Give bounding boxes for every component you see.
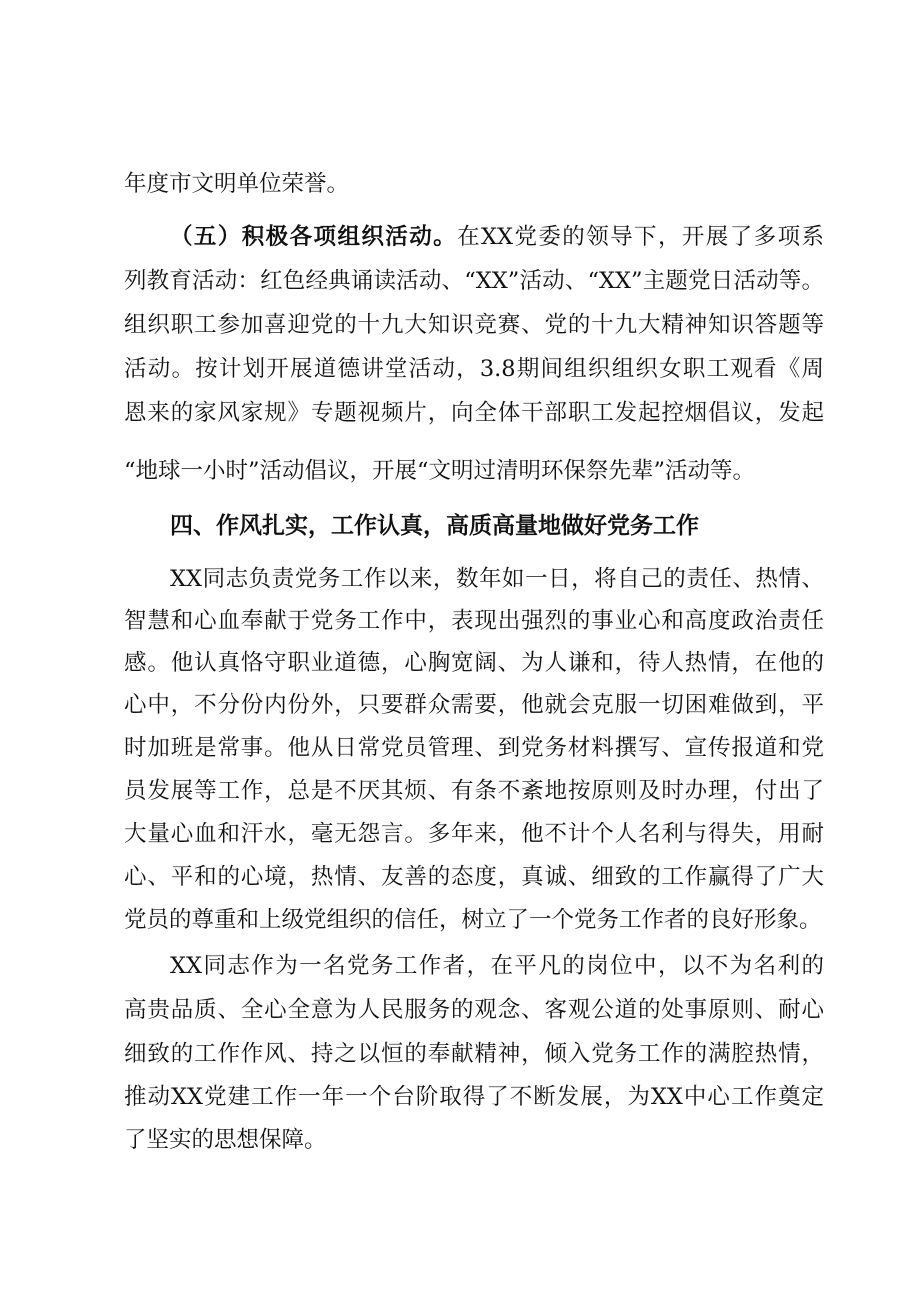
paragraph1-line: 党员的尊重和上级党组织的信任，树立了一个党务工作者的良好形象。 bbox=[124, 907, 822, 933]
paragraph1-line: XX同志负责党务工作以来，数年如一日，将自己的责任、热情、 bbox=[170, 566, 824, 592]
paragraph1-line: 智慧和心血奉献于党务工作中，表现出强烈的事业心和高度政治责任 bbox=[124, 608, 824, 634]
paragraph1-line: 感。他认真恪守职业道德，心胸宽阔、为人谦和，待人热情，在他的 bbox=[124, 650, 824, 676]
paragraph2-line: XX同志作为一名党务工作者，在平凡的岗位中，以不为名利的 bbox=[170, 953, 824, 979]
paragraph1-line: 心、平和的心境，热情、友善的态度，真诚、细致的工作赢得了广大 bbox=[124, 864, 824, 890]
paragraph1-line: 员发展等工作，总是不厌其烦、有条不紊地按原则及时办理，付出了 bbox=[124, 778, 824, 804]
section5-line: 组织职工参加喜迎党的十九大知识竞赛、党的十九大精神知识答题等 bbox=[124, 312, 824, 338]
section5-label: （五）积极各项组织活动。 bbox=[170, 224, 458, 250]
section5-line: “地球一小时”活动倡议，开展“文明过清明环保祭先辈”活动等。 bbox=[124, 458, 756, 484]
section5-line: 列教育活动：红色经典诵读活动、“XX”活动、“XX”主题党日活动等。 bbox=[124, 268, 824, 294]
paragraph1-line: 心中，不分份内份外，只要群众需要，他就会克服一切困难做到，平 bbox=[124, 692, 824, 718]
section5-line1-rest: 在XX党委的领导下，开展了多项系 bbox=[457, 224, 824, 250]
section5-first-line bbox=[170, 222, 824, 252]
section5-line: 活动。按计划开展道德讲堂活动，3.8期间组织组织女职工观看《周 bbox=[124, 356, 824, 382]
paragraph1-line: 大量心血和汗水，毫无怨言。多年来，他不计个人名利与得失，用耐 bbox=[124, 821, 824, 847]
section-heading-4: 四、作风扎实，工作认真，高质高量地做好党务工作 bbox=[170, 513, 699, 539]
paragraph2-line: 高贵品质、全心全意为人民服务的观念、客观公道的处事原则、耐心 bbox=[124, 997, 824, 1023]
paragraph2-line: 细致的工作作风、持之以恒的奉献精神，倾入党务工作的满腔热情， bbox=[124, 1041, 824, 1067]
paragraph2-line: 推动XX党建工作一年一个台阶取得了不断发展，为XX中心工作奠定 bbox=[124, 1084, 824, 1110]
paragraph1-line: 时加班是常事。他从日常党员管理、到党务材料撰写、宣传报道和党 bbox=[124, 735, 824, 761]
paragraph2-line: 了坚实的思想保障。 bbox=[124, 1127, 327, 1153]
continuation-line: 年度市文明单位荣誉。 bbox=[124, 171, 350, 197]
section5-line: 恩来的家风家规》专题视频片，向全体干部职工发起控烟倡议，发起 bbox=[124, 400, 824, 426]
